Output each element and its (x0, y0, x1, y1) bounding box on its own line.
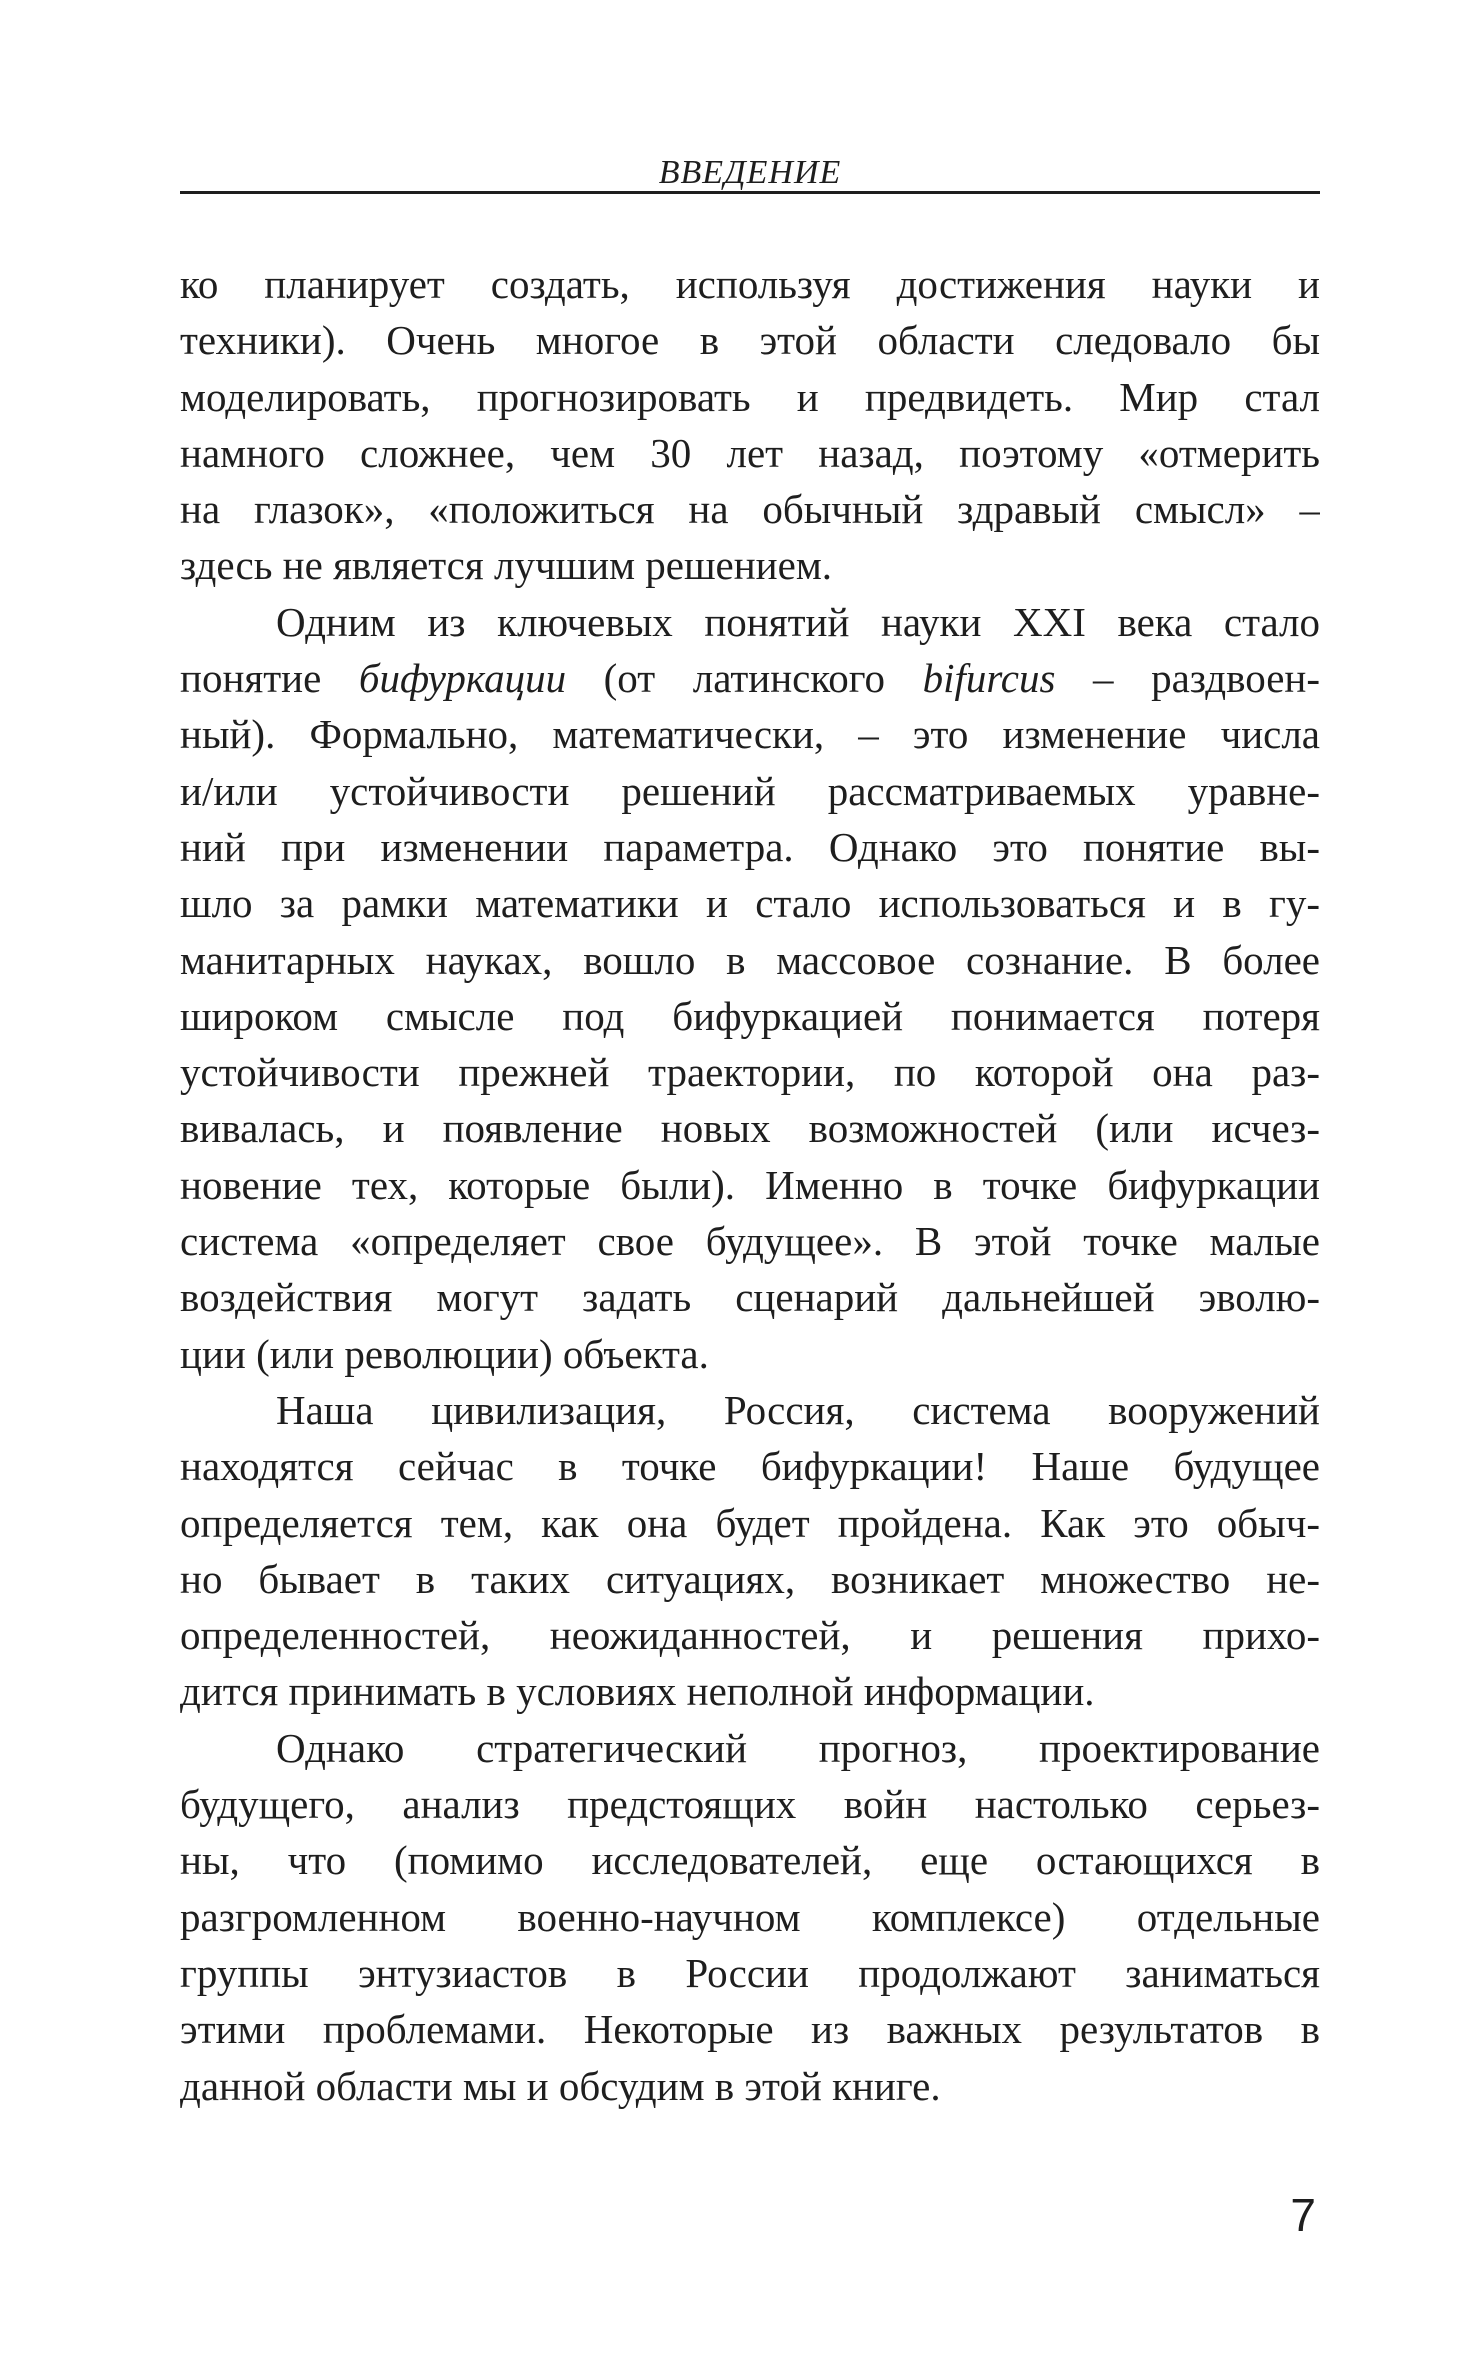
term-bifurcus: bifurcus (922, 655, 1056, 702)
text-line: техники). Очень многое в этой области следовало бы (180, 317, 1320, 364)
paragraph-2 (180, 594, 1320, 1382)
text-line: вивалась, и появление новых возможностей (или исчез- (180, 1105, 1320, 1152)
body-text (180, 256, 1320, 2114)
text-fragment: (от латинского (566, 655, 923, 702)
text-line: шло за рамки математики и стало использоваться и в гу- (180, 880, 1320, 927)
text-fragment: понятие (180, 655, 359, 702)
text-line: будущего, анализ предстоящих войн настолько серьез- (180, 1781, 1320, 1828)
paragraph-3 (180, 1382, 1320, 1720)
running-header (180, 150, 1320, 194)
text-line-with-terms (180, 650, 1320, 706)
text-line: намного сложнее, чем 30 лет назад, поэтому «отмерить (180, 429, 1320, 476)
text-line: разгромленном военно-научном комплексе) отдельные (180, 1893, 1320, 1940)
page-number: 7 (1290, 2189, 1316, 2241)
text-line: ный). Формально, математически, – это изменение числа (180, 711, 1320, 758)
text-line: группы энтузиастов в России продолжают заниматься (180, 1949, 1320, 1996)
text-line: ции (или революции) объекта. (180, 1330, 709, 1377)
text-line: моделировать, прогнозировать и предвидеть. Мир стал (180, 373, 1320, 420)
text-fragment: – раздвоен- (1055, 655, 1320, 702)
text-line: ны, что (помимо исследователей, еще остающихся в (180, 1837, 1320, 1884)
running-title: ВВЕДЕНИЕ (658, 154, 842, 191)
text-line: Одним из ключевых понятий науки XXI века стало (276, 598, 1320, 645)
text-line: но бывает в таких ситуациях, возникает множество не- (180, 1555, 1320, 1602)
paragraph-4 (180, 1720, 1320, 2114)
text-line: воздействия могут задать сценарий дальнейшей эволю- (180, 1274, 1320, 1321)
text-line: этими проблемами. Некоторые из важных результатов в (180, 2006, 1320, 2053)
text-line: новение тех, которые были). Именно в точке бифуркации (180, 1161, 1320, 1208)
text-line: находятся сейчас в точке бифуркации! Наше будущее (180, 1443, 1320, 1490)
text-line: устойчивости прежней траектории, по которой она раз- (180, 1049, 1320, 1096)
text-line: система «определяет свое будущее». В этой точке малые (180, 1218, 1320, 1265)
paragraph-1 (180, 256, 1320, 594)
text-line: манитарных науках, вошло в массовое сознание. В более (180, 936, 1320, 983)
text-line: дится принимать в условиях неполной информации. (180, 1668, 1095, 1715)
text-line: ко планирует создать, используя достижения науки и (180, 261, 1320, 307)
text-line: здесь не является лучшим решением. (180, 542, 833, 589)
text-line: Наша цивилизация, Россия, система вооружений (276, 1386, 1320, 1433)
text-line: и/или устойчивости решений рассматриваемых уравне- (180, 767, 1320, 814)
text-line: определенностей, неожиданностей, и решения прихо- (180, 1612, 1320, 1659)
text-line: на глазок», «положиться на обычный здравый смысл» – (180, 486, 1320, 533)
text-line: данной области мы и обсудим в этой книге. (180, 2062, 941, 2109)
text-line: ний при изменении параметра. Однако это понятие вы- (180, 823, 1320, 870)
term-bifurcation: бифуркации (358, 655, 567, 702)
text-line: определяется тем, как она будет пройдена. Как это обыч- (180, 1499, 1320, 1546)
text-line: широком смысле под бифуркацией понимается потеря (180, 992, 1320, 1039)
text-line: Однако стратегический прогноз, проектирование (276, 1724, 1320, 1771)
